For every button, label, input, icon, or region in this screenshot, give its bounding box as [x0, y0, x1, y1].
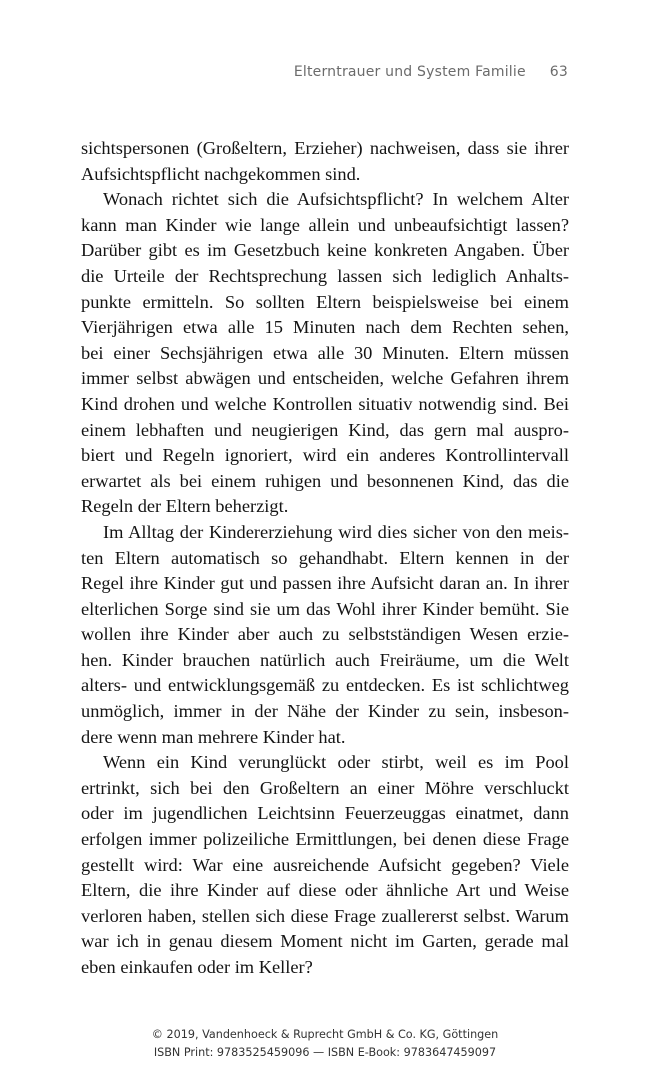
text-line: gestellt wird: War eine ausreichende Aufsicht gegeben? Viele — [81, 854, 569, 875]
running-title: Elterntrauer und System Familie — [293, 64, 526, 80]
text-line: bei einer Sechsjährigen etwa alle 30 Minuten. Eltern müssen — [81, 342, 569, 363]
text-line: sichtspersonen (Großeltern, Erzieher) nachweisen, dass sie ihrer — [81, 138, 569, 158]
text-line: Wenn ein Kind verunglückt oder stirbt, weil es im Pool — [103, 752, 569, 773]
text-line: verloren haben, stellen sich diese Frage zuallererst selbst. Warum — [81, 905, 569, 926]
text-line: einem lebhaften und neugierigen Kind, das gern mal auspro- — [81, 419, 569, 440]
body-text — [81, 136, 569, 981]
text-line: hen. Kinder brauchen natürlich auch Freiräume, um die Welt — [81, 649, 569, 670]
text-line: Vierjährigen etwa alle 15 Minuten nach dem Rechten sehen, — [81, 317, 569, 338]
text-line: Aufsichtspflicht nachgekommen sind. — [81, 163, 361, 184]
text-line: biert und Regeln ignoriert, wird ein anderes Kontrollintervall — [81, 445, 569, 466]
text-line: eben einkaufen oder im Keller? — [81, 957, 313, 977]
text-line: war ich in genau diesem Moment nicht im Garten, gerade mal — [81, 931, 569, 952]
page-number: 63 — [549, 64, 568, 80]
text-line: Eltern, die ihre Kinder auf diese oder ähnliche Art und Weise — [81, 880, 569, 901]
text-line: ten Eltern automatisch so gehandhabt. Eltern kennen in der — [81, 547, 569, 568]
text-line: Regeln der Eltern beherzigt. — [81, 496, 289, 517]
text-line: die Urteile der Rechtsprechung lassen sich lediglich Anhalts- — [81, 265, 569, 286]
text-line: wollen ihre Kinder aber auch zu selbstständigen Wesen erzie- — [81, 624, 569, 645]
text-line: dere wenn man mehrere Kinder hat. — [81, 726, 346, 747]
text-line: erwartet als bei einem ruhigen und besonnenen Kind, das die — [81, 470, 569, 491]
text-line: elterlichen Sorge sind sie um das Wohl ihrer Kinder bemüht. Sie — [81, 598, 569, 619]
text-line: Darüber gibt es im Gesetzbuch keine konkreten Angaben. Über — [81, 240, 569, 261]
copyright-line: © 2019, Vandenhoeck & Ruprecht GmbH & Co. KG, Göttingen — [151, 1028, 499, 1041]
text-line: Regel ihre Kinder gut und passen ihre Aufsicht daran an. In ihrer — [81, 573, 569, 594]
text-line: immer selbst abwägen und entscheiden, welche Gefahren ihrem — [81, 368, 569, 389]
text-line: Im Alltag der Kindererziehung wird dies sicher von den meis- — [103, 521, 569, 542]
text-line: unmöglich, immer in der Nähe der Kinder zu sein, insbeson- — [81, 701, 569, 722]
text-line: punkte ermitteln. So sollten Eltern beispielsweise bei einem — [81, 291, 569, 312]
text-line: Wonach richtet sich die Aufsichtspflicht? In welchem Alter — [103, 189, 569, 210]
text-line: kann man Kinder wie lange allein und unbeaufsichtigt lassen? — [81, 214, 569, 235]
text-line: erfolgen immer polizeiliche Ermittlungen, bei denen diese Frage — [81, 829, 569, 850]
text-line: oder im jugendlichen Leichtsinn Feuerzeuggas einatmet, dann — [81, 803, 569, 824]
text-line: alters- und entwicklungsgemäß zu entdecken. Es ist schlichtweg — [81, 675, 569, 696]
footer — [0, 1026, 650, 1062]
text-line: ertrinkt, sich bei den Großeltern an einer Möhre verschluckt — [81, 777, 569, 798]
running-head — [294, 64, 568, 80]
isbn-line: ISBN Print: 9783525459096 — ISBN E-Book: 9783647459097 — [153, 1046, 497, 1059]
text-line: Kind drohen und welche Kontrollen situativ notwendig sind. Bei — [81, 393, 569, 414]
